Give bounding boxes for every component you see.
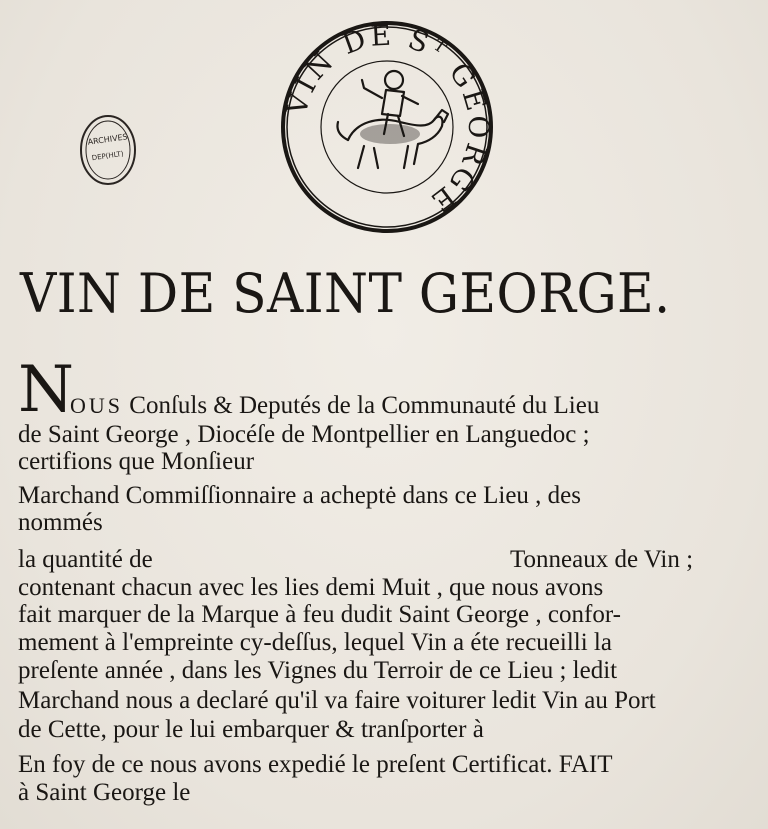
body-line-9: mement à l'empreinte cy-deſſus, lequel Vin a éte recueilli la — [18, 629, 612, 656]
wine-seal-icon — [278, 18, 496, 236]
body-line-13: En foy de ce nous avons expedié le preſent Certificat. FAIT — [18, 751, 613, 778]
seal-legend: VIN DE Sᵀ GEORGE — [279, 18, 496, 221]
body-line-5: nommés — [18, 509, 103, 536]
stamp-line-2: DEP(HLT) — [91, 149, 125, 163]
body-line-3: certifions que Monſieur — [18, 448, 255, 475]
body-line-1-caps: OUS — [70, 393, 124, 418]
body-line-14: à Saint George le — [18, 779, 191, 806]
document-title: VIN DE SAINT GEORGE. — [20, 262, 671, 325]
stamp-line-1: ARCHIVES — [87, 132, 129, 147]
body-line-1 — [70, 391, 599, 421]
body-line-8: fait marquer de la Marque à feu dudit Saint George , confor- — [18, 601, 621, 628]
archives-stamp-graphic — [76, 112, 140, 188]
body-line-4: Marchand Commiſſionnaire a acheptė dans ce Lieu , des — [18, 482, 581, 509]
body-line-10: preſente année , dans les Vignes du Terroir de ce Lieu ; ledit — [18, 657, 618, 684]
body-line-12: de Cette, pour le lui embarquer & tranſporter à — [18, 716, 484, 743]
archives-stamp-icon — [76, 112, 140, 188]
body-line-2: de Saint George , Diocéſe de Montpellier en Languedoc ; — [18, 421, 590, 448]
seal-graphic — [278, 18, 496, 236]
body-line-7: contenant chacun avec les lies demi Muit , que nous avons — [18, 574, 604, 601]
body-line-6-start: la quantité de — [18, 546, 153, 573]
body-line-6-end: Tonneaux de Vin ; — [510, 546, 694, 573]
body-line-11: Marchand nous a declaré qu'il va faire voiturer ledit Vin au Port — [18, 687, 656, 714]
body-line-1-text: Conſuls & Deputés de la Communauté du Lieu — [129, 392, 600, 419]
drop-cap: N — [18, 353, 74, 427]
